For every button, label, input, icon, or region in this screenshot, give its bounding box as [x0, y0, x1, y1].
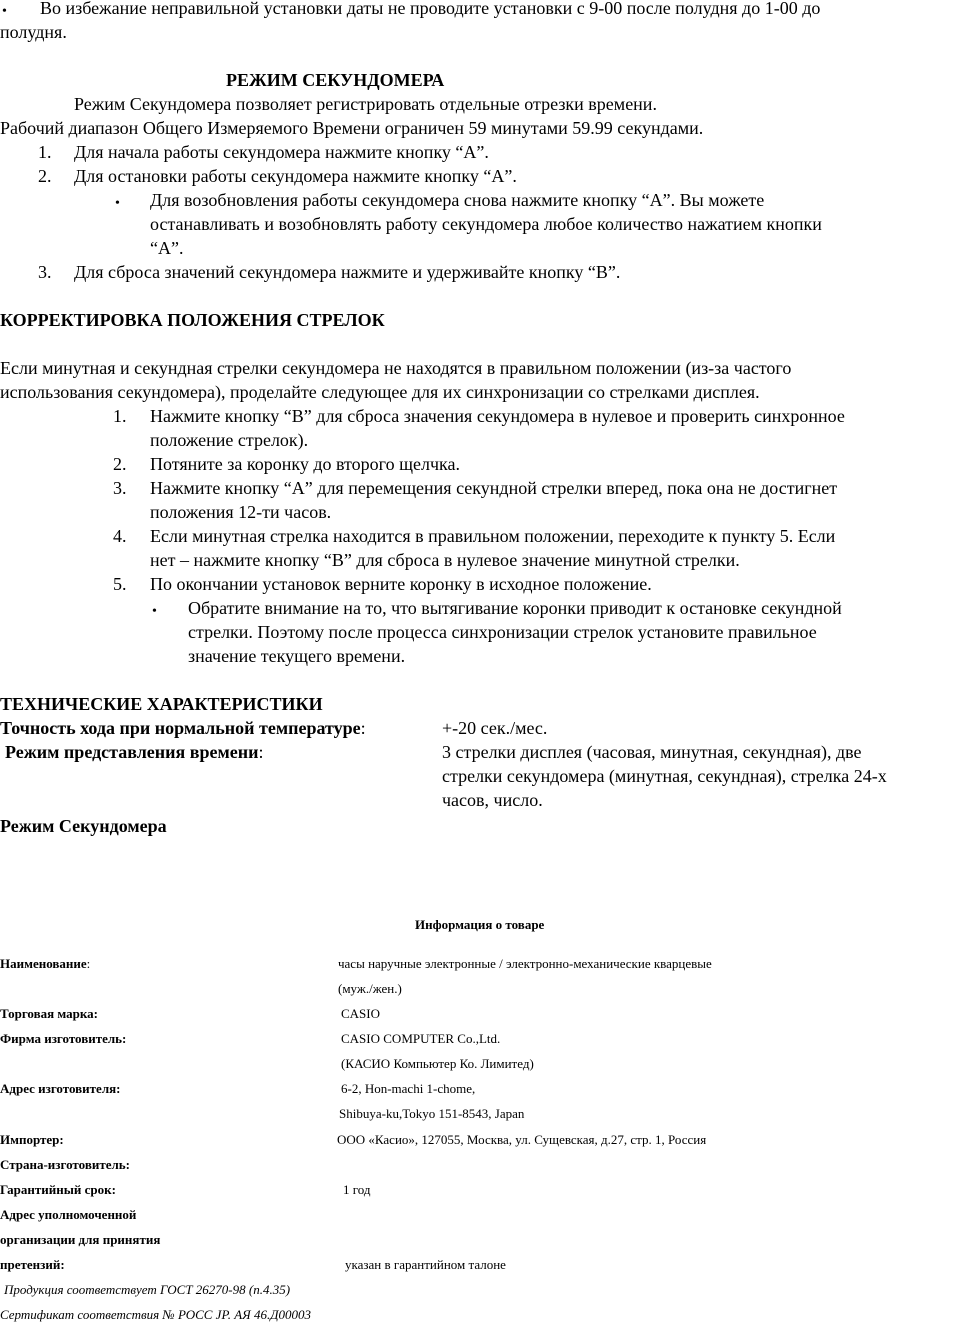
bullet-text: останавливать и возобновлять работу секундомера любое количество нажатием кнопки: [150, 214, 822, 234]
gost-note: Продукция соответствует ГОСТ 26270-98 (п.4.35): [4, 1282, 291, 1297]
hands-heading: КОРРЕКТИРОВКА ПОЛОЖЕНИЯ СТРЕЛОК: [0, 310, 385, 330]
step-number: 4.: [113, 526, 127, 546]
display-value: стрелки секундомера (минутная, секундная), стрелка 24-х: [442, 766, 887, 786]
claims-label: претензий:: [0, 1257, 65, 1272]
accuracy-label-text: Точность хода при нормальной температуре: [0, 718, 361, 738]
step-text: Для остановки работы секундомера нажмите кнопку “А”.: [74, 166, 517, 186]
step-number: 2.: [113, 454, 127, 474]
claims-label: Адрес уполномоченной: [0, 1207, 137, 1222]
specs-heading: ТЕХНИЧЕСКИЕ ХАРАКТЕРИСТИКИ: [0, 694, 323, 714]
brand-label: Торговая марка:: [0, 1006, 98, 1021]
name-label: Наименование:: [0, 956, 91, 971]
step-text: Нажмите кнопку “В” для сброса значения секундомера в нулевое и проверить синхронное: [150, 406, 845, 426]
bullet-text: Для возобновления работы секундомера снова нажмите кнопку “А”. Вы можете: [150, 190, 765, 210]
step-number: 3.: [38, 262, 52, 282]
claims-label: организации для принятия: [0, 1232, 161, 1247]
maker-value: (КАСИО Компьютер Ко. Лимитед): [341, 1056, 534, 1071]
step-number: 1.: [113, 406, 127, 426]
step-text: Если минутная стрелка находится в правильном положении, переходите к пункту 5. Если: [150, 526, 836, 546]
display-value: 3 стрелки дисплея (часовая, минутная, секундная), две: [442, 742, 862, 762]
display-label: Режим представления времени:: [5, 742, 264, 762]
address-value: Shibuya-ku,Tokyo 151-8543, Japan: [339, 1106, 525, 1121]
hands-intro-line: использования секундомера), проделайте следующее для их синхронизации со стрелками дисплея.: [0, 382, 760, 402]
maker-label: Фирма изготовитель:: [0, 1031, 127, 1046]
accuracy-value: +-20 сек./мес.: [442, 718, 548, 738]
address-label: Адрес изготовителя:: [0, 1081, 121, 1096]
note-text: стрелки. Поэтому после процесса синхронизации стрелок установите правильное: [188, 622, 817, 642]
step-number: 2.: [38, 166, 52, 186]
claims-value: указан в гарантийном талоне: [345, 1257, 506, 1272]
display-value: часов, число.: [442, 790, 543, 810]
name-label-text: Наименование: [0, 956, 87, 971]
product-info-title: Информация о товаре: [415, 917, 545, 932]
name-value: часы наручные электронные / электронно-механические кварцевые: [338, 956, 712, 971]
step-number: 3.: [113, 478, 127, 498]
step-text: Нажмите кнопку “А” для перемещения секундной стрелки вперед, пока она не достигнет: [150, 478, 838, 498]
stopwatch-heading: РЕЖИМ СЕКУНДОМЕРА: [226, 70, 445, 90]
bullet-icon: •: [2, 4, 7, 19]
step-number: 5.: [113, 574, 127, 594]
warranty-label: Гарантийный срок:: [0, 1182, 116, 1197]
note-text: значение текущего времени.: [188, 646, 406, 666]
step-text: Для сброса значений секундомера нажмите и удерживайте кнопку “В”.: [74, 262, 621, 282]
step-text: Потяните за коронку до второго щелчка.: [150, 454, 460, 474]
stopwatch-intro: Режим Секундомера позволяет регистрировать отдельные отрезки времени.: [74, 94, 657, 114]
note-text: Обратите внимание на то, что вытягивание коронки приводит к остановке секундной: [188, 598, 842, 618]
top-note-line1: Во избежание неправильной установки даты не проводите установки с 9-00 после полудня до 1-00 до: [40, 0, 821, 18]
step-text: нет – нажмите кнопку “В” для сброса в нулевое значение минутной стрелки.: [150, 550, 740, 570]
importer-value: ООО «Касио», 127055, Москва, ул. Сущевская, д.27, стр. 1, Россия: [337, 1132, 707, 1147]
step-text: положения 12-ти часов.: [150, 502, 332, 522]
warranty-value: 1 год: [343, 1182, 371, 1197]
step-text: положение стрелок).: [150, 430, 309, 450]
step-text: По окончании установок верните коронку в исходное положение.: [150, 574, 652, 594]
bullet-icon: •: [152, 604, 157, 619]
address-value: 6-2, Hon-machi 1-chome,: [341, 1081, 476, 1096]
maker-value: CASIO COMPUTER Co.,Ltd.: [341, 1031, 501, 1046]
brand-value: CASIO: [341, 1006, 381, 1021]
certificate-note: Сертификат соответствия № РОСС JP. АЯ 46.Д00003: [0, 1307, 311, 1322]
display-label-text: Режим представления времени: [5, 742, 259, 762]
hands-intro-line: Если минутная и секундная стрелки секундомера не находятся в правильном положении (из-за частого: [0, 358, 792, 378]
importer-label: Импортер:: [0, 1132, 64, 1147]
step-text: Для начала работы секундомера нажмите кнопку “А”.: [74, 142, 489, 162]
name-value: (муж./жен.): [338, 981, 402, 996]
stopwatch-range: Рабочий диапазон Общего Измеряемого Времени ограничен 59 минутами 59.99 секундами.: [0, 118, 704, 138]
top-note-line2: полудня.: [0, 22, 67, 42]
step-number: 1.: [38, 142, 52, 162]
bullet-text: “А”.: [150, 238, 184, 258]
specs-subheading: Режим Секундомера: [0, 816, 167, 836]
bullet-icon: •: [115, 196, 120, 211]
accuracy-label: Точность хода при нормальной температуре:: [0, 718, 366, 738]
country-label: Страна-изготовитель:: [0, 1157, 130, 1172]
